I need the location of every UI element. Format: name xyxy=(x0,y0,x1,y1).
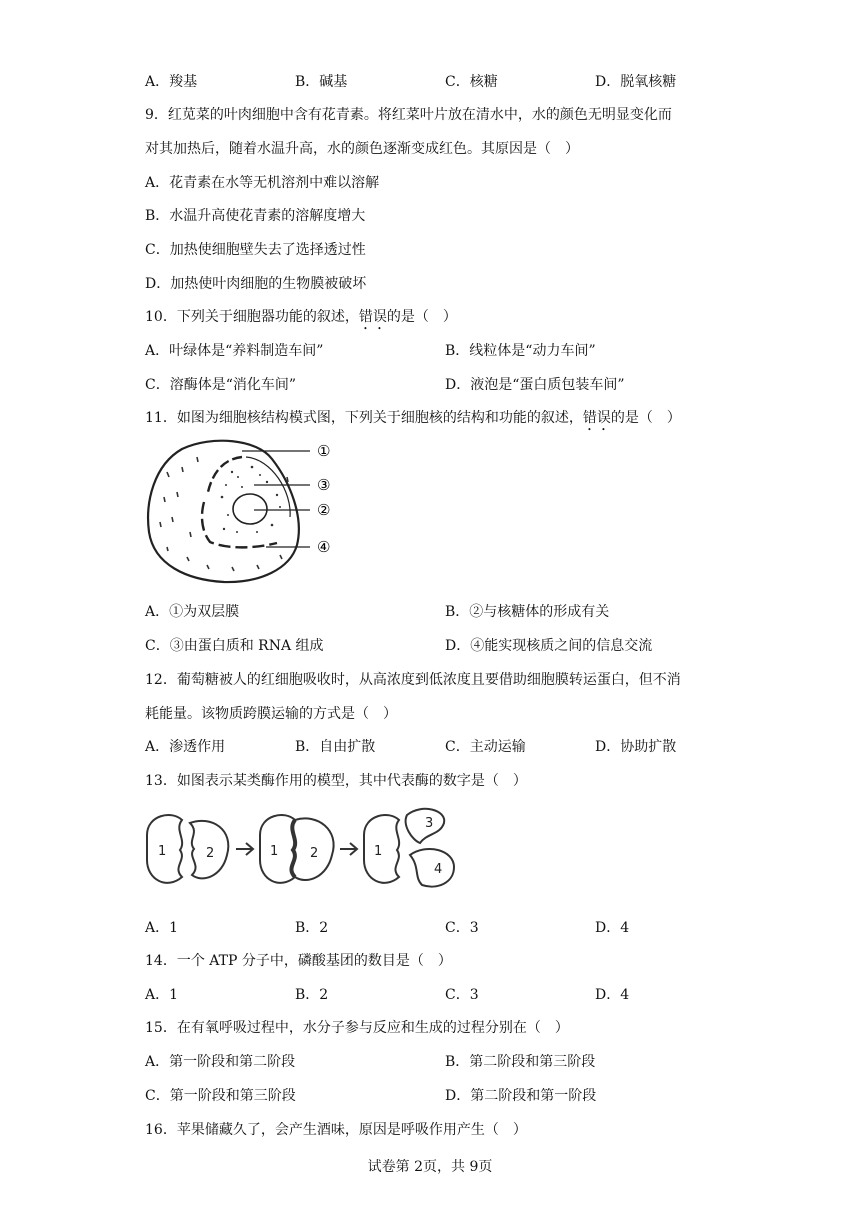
q15-option-c: C．第一阶段和第三阶段 xyxy=(145,1088,296,1104)
q13-option-c: C．3 xyxy=(445,920,479,936)
q13-option-b: B．2 xyxy=(295,920,329,936)
enzyme-label-4: 4 xyxy=(434,862,443,877)
q9-stem-line1: 9．红苋菜的叶肉细胞中含有花青素。将红菜叶片放在清水中，水的颜色无明显变化而 xyxy=(145,107,672,123)
q8-option-c: C．核糖 xyxy=(445,74,498,90)
q12-option-b: B．自由扩散 xyxy=(295,739,376,755)
q11-option-d: D．④能实现核质之间的信息交流 xyxy=(445,638,653,654)
q9-option-b: B．水温升高使花青素的溶解度增大 xyxy=(145,208,366,224)
q13-option-a: A．1 xyxy=(145,920,179,936)
q9-option-a: A．花青素在水等无机溶剂中难以溶解 xyxy=(145,175,380,191)
q9-option-d: D．加热使叶肉细胞的生物膜被破坏 xyxy=(145,276,367,292)
q15-stem: 15．在有氧呼吸过程中，水分子参与反应和生成的过程分别在（ ） xyxy=(145,1020,569,1036)
enzyme-label-2b: 2 xyxy=(310,846,319,861)
diagram-label-2: ② xyxy=(317,501,331,519)
q15-option-b: B．第二阶段和第三阶段 xyxy=(445,1054,596,1070)
q15-option-d: D．第二阶段和第一阶段 xyxy=(445,1088,597,1104)
q10-option-a: A．叶绿体是“养料制造车间” xyxy=(145,343,324,359)
q8-option-d: D．脱氧核糖 xyxy=(595,74,677,90)
q10-option-d: D．液泡是“蛋白质包装车间” xyxy=(445,377,625,393)
q14-option-b: B．2 xyxy=(295,987,329,1003)
diagram-label-4: ④ xyxy=(317,538,331,556)
enzyme-label-1b: 1 xyxy=(270,844,279,859)
enzyme-label-1a: 1 xyxy=(158,844,167,859)
q11-stem: 11．如图为细胞核结构模式图，下列关于细胞核的结构和功能的叙述，错误的是（ ） xyxy=(145,410,681,426)
q12-option-d: D．协助扩散 xyxy=(595,739,677,755)
q10-option-c: C．溶酶体是“消化车间” xyxy=(145,377,297,393)
q12-stem-line1: 12．葡萄糖被人的红细胞吸收时，从高浓度到低浓度且要借助细胞膜转运蛋白，但不消 xyxy=(145,672,681,688)
q8-option-a: A．羧基 xyxy=(145,74,198,90)
diagram-label-3: ③ xyxy=(317,476,331,494)
diagram-label-1: ① xyxy=(317,442,331,460)
q14-option-a: A．1 xyxy=(145,987,179,1003)
enzyme-model-diagram xyxy=(142,805,467,895)
page-footer: 试卷第 2页，共 9页 xyxy=(367,1159,493,1175)
q12-option-c: C．主动运输 xyxy=(445,739,526,755)
enzyme-label-1c: 1 xyxy=(374,844,383,859)
q13-stem: 13．如图表示某类酶作用的模型，其中代表酶的数字是（ ） xyxy=(145,773,527,789)
q12-option-a: A．渗透作用 xyxy=(145,739,226,755)
q11-option-c: C．③由蛋白质和 RNA 组成 xyxy=(145,638,324,654)
enzyme-label-3: 3 xyxy=(425,816,434,831)
q10-stem: 10．下列关于细胞器功能的叙述，错误的是（ ） xyxy=(145,309,457,325)
q16-stem: 16．苹果储藏久了，会产生酒味，原因是呼吸作用产生（ ） xyxy=(145,1122,527,1138)
q11-option-b: B．②与核糖体的形成有关 xyxy=(445,604,610,620)
q11-option-a: A．①为双层膜 xyxy=(145,604,240,620)
q9-option-c: C．加热使细胞壁失去了选择透过性 xyxy=(145,242,366,258)
q9-stem-line2: 对其加热后，随着水温升高，水的颜色逐渐变成红色。其原因是（ ） xyxy=(145,141,579,157)
q12-stem-line2: 耗能量。该物质跨膜运输的方式是（ ） xyxy=(145,706,397,722)
nucleus-diagram xyxy=(142,437,352,587)
q14-stem: 14．一个 ATP 分子中，磷酸基团的数目是（ ） xyxy=(145,953,452,969)
q8-option-b: B．碱基 xyxy=(295,74,348,90)
enzyme-label-2a: 2 xyxy=(206,846,215,861)
q14-option-c: C．3 xyxy=(445,987,479,1003)
q10-option-b: B．线粒体是“动力车间” xyxy=(445,343,596,359)
q14-option-d: D．4 xyxy=(595,987,630,1003)
q15-option-a: A．第一阶段和第二阶段 xyxy=(145,1054,296,1070)
q13-option-d: D．4 xyxy=(595,920,630,936)
